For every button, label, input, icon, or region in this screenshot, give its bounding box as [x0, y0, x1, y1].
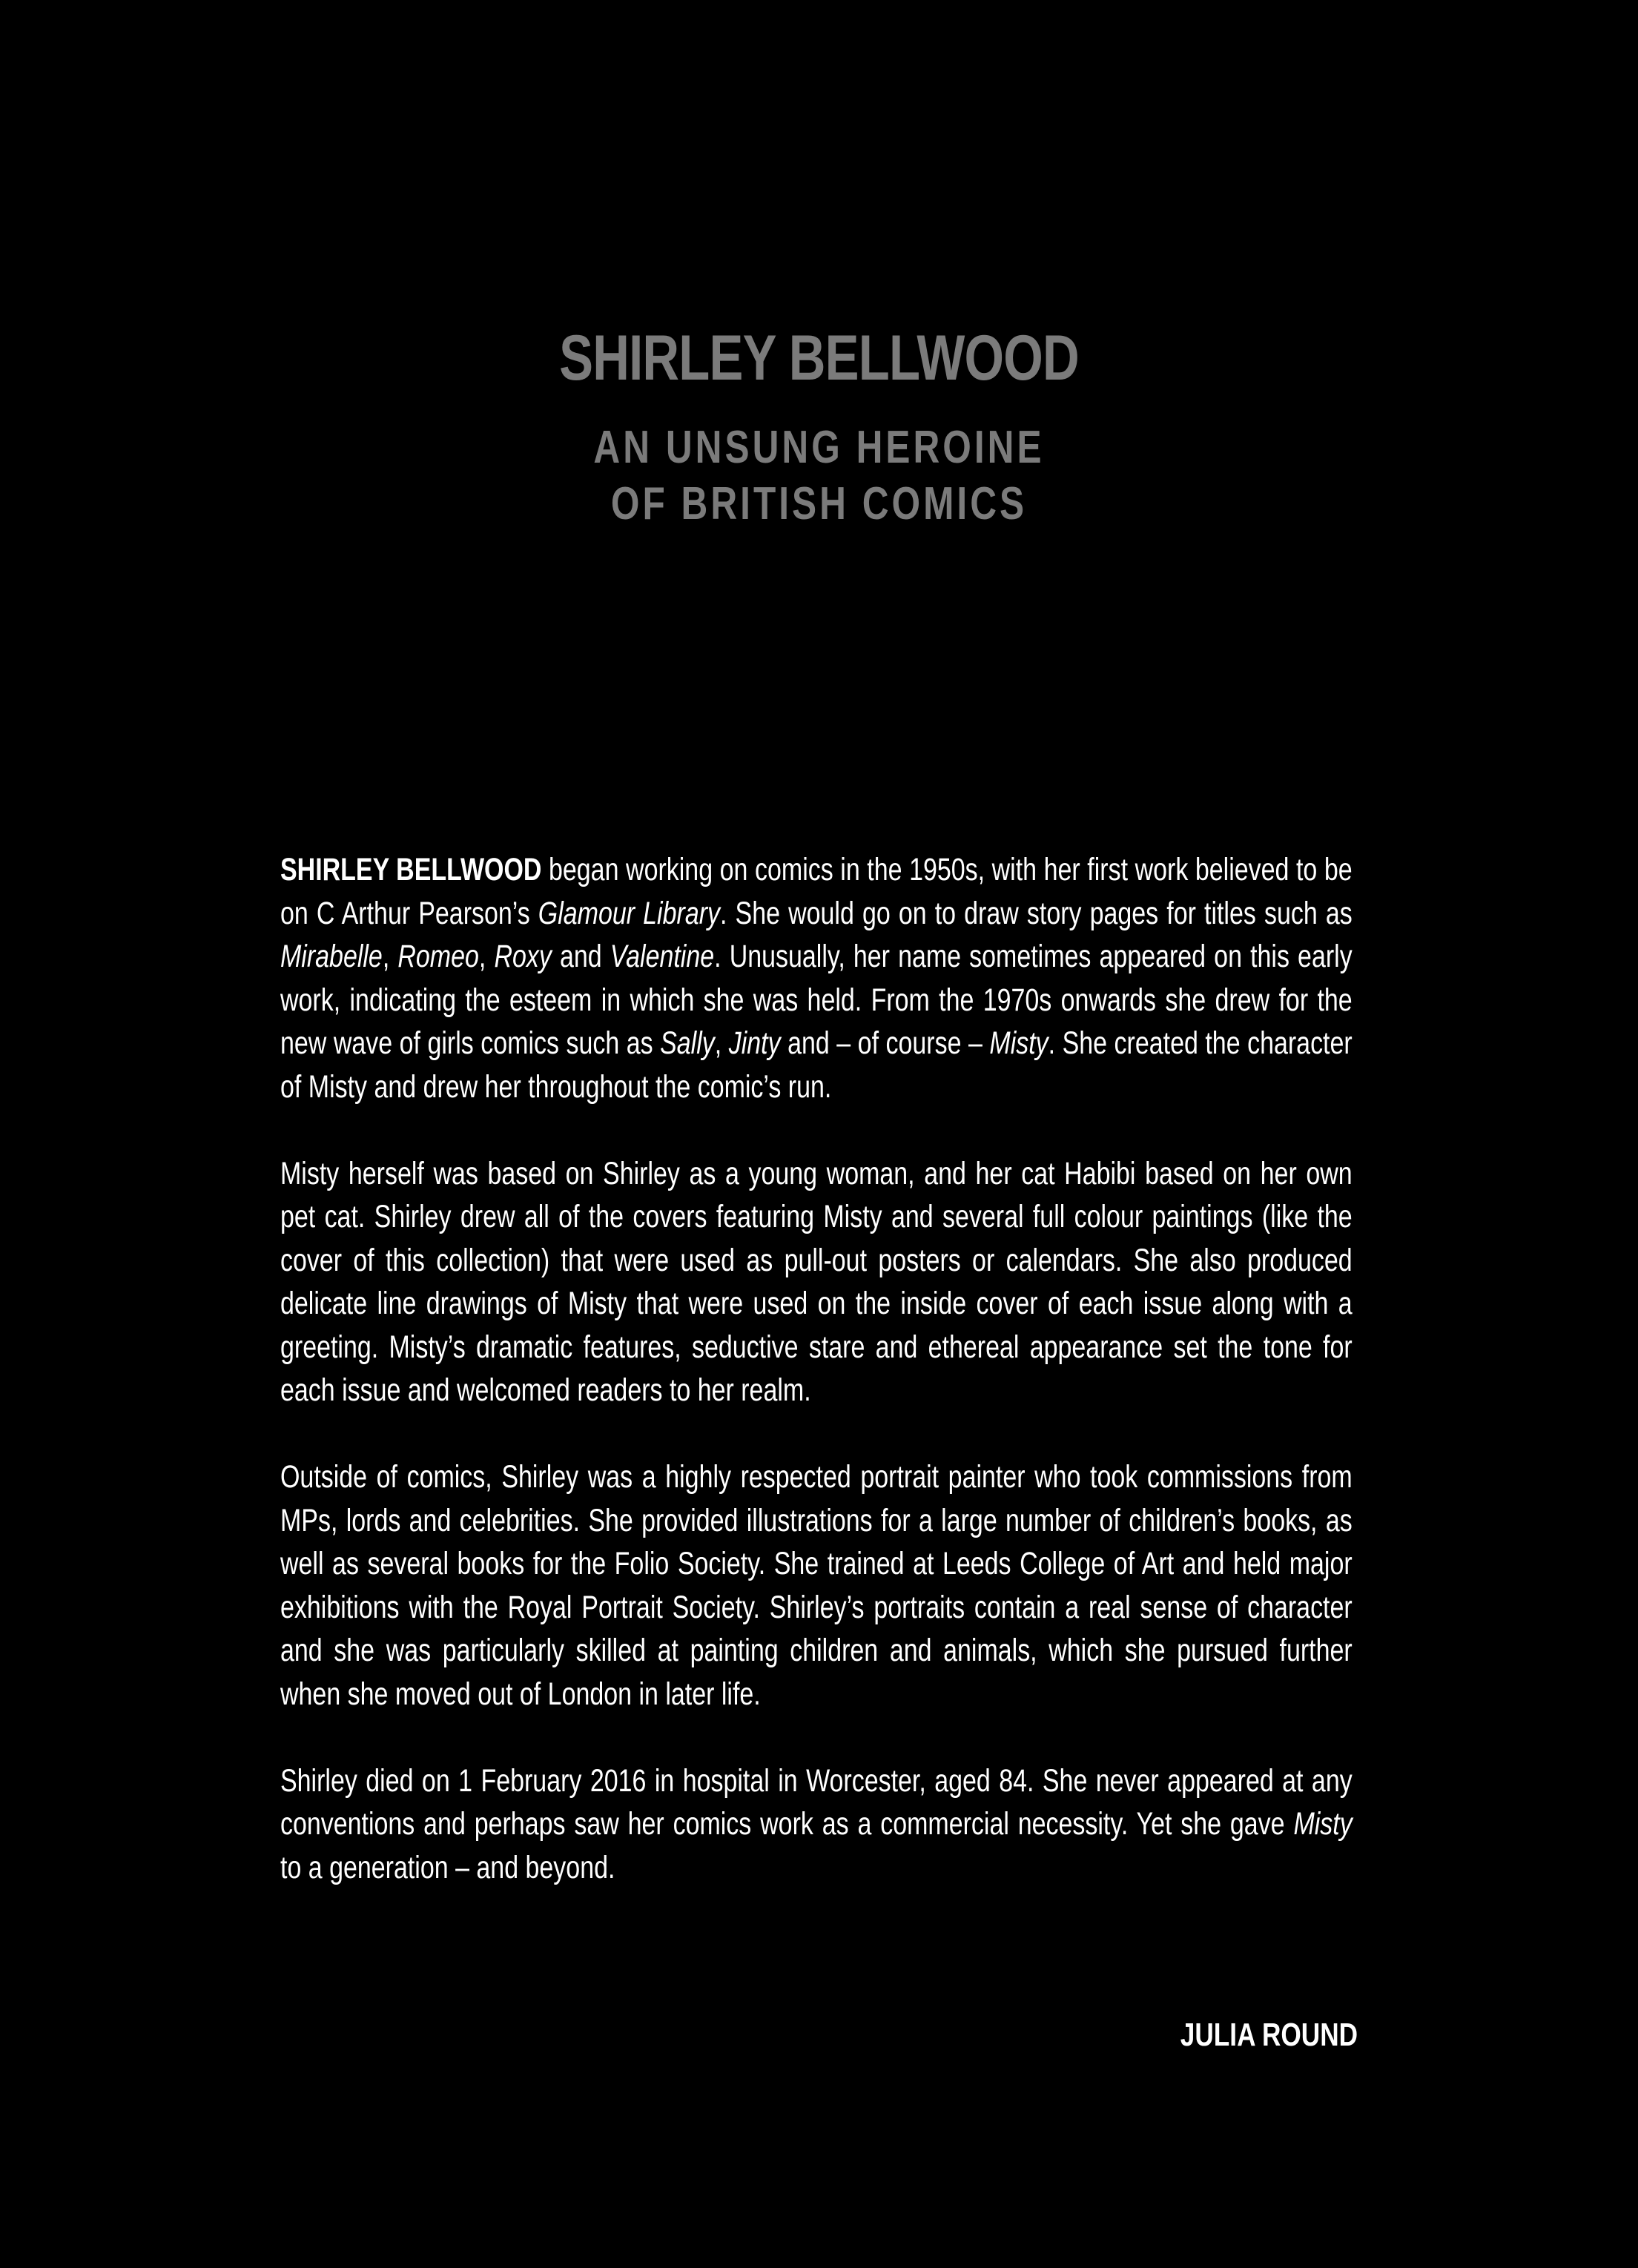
subtitle-line-2: OF BRITISH COMICS [610, 478, 1028, 529]
paragraph-text: to a generation – and beyond. [280, 1849, 615, 1885]
page-header [0, 323, 1638, 532]
page-subtitle [164, 420, 1474, 532]
paragraph-text: , [478, 939, 495, 974]
publication-title: Misty [989, 1025, 1048, 1061]
paragraph-4 [280, 1759, 1353, 1890]
paragraph-text: , [382, 939, 398, 974]
publication-title: Romeo [397, 939, 479, 974]
paragraph-text: . She created the character of Misty and drew her throughout the comic’s run. [280, 1025, 1353, 1105]
publication-title: Mirabelle [280, 939, 383, 974]
article-body [280, 848, 1353, 1933]
publication-title: Valentine [610, 939, 715, 974]
lead-name: SHIRLEY BELLWOOD [280, 852, 542, 887]
paragraph-text: and – of course – [780, 1025, 990, 1061]
page-title: SHIRLEY BELLWOOD [559, 323, 1079, 394]
publication-title: Jinty [728, 1025, 781, 1061]
publication-title: Glamour Library [538, 895, 721, 931]
paragraph-3: Outside of comics, Shirley was a highly respected portrait painter who took commissions from MPs, lords and celebrities. She provided illustrations for a large number of children’s books, as well as several books for the Folio Society. She trained at Leeds College of Art and held major exhibitions with the Royal Portrait Society. Shirley’s portraits contain a real sense of character and she was particularly skilled at painting children and animals, which she pursued further when she moved out of London in later life. [280, 1459, 1353, 1712]
author-byline: JULIA ROUND [1180, 2017, 1358, 2053]
publication-title: Misty [1293, 1806, 1353, 1842]
paragraph-text: , [714, 1025, 729, 1061]
publication-title: Roxy [494, 939, 552, 974]
publication-title: Sally [660, 1025, 715, 1061]
paragraph-text: . Unusually, her name sometimes appeared on this early work, indicating the esteem in which she was held. From the 1970s onwards she drew for the new wave of girls comics such as [280, 939, 1353, 1061]
paragraph-text: and [551, 939, 610, 974]
paragraph-text: Shirley died on 1 February 2016 in hospital in Worcester, aged 84. She never appeared at any conventions and perhaps saw her comics work as a commercial necessity. Yet she gave [280, 1762, 1353, 1842]
paragraph-1 [280, 848, 1353, 1108]
subtitle-line-1: AN UNSUNG HEROINE [593, 422, 1045, 473]
paragraph-text: began working on comics in the 1950s, with her first work believed to be on C Arthur Pearson’s [280, 852, 1353, 931]
paragraph-text: . She would go on to draw story pages for titles such as [720, 895, 1353, 931]
paragraph-2: Misty herself was based on Shirley as a young woman, and her cat Habibi based on her own pet cat. Shirley drew all of the covers featuring Misty and several full colour paintings (like the cover of this collection) that were used as pull-out posters or calendars. She also produced delicate line drawings of Misty that were used on the inside cover of each issue along with a greeting. Misty’s dramatic features, seductive stare and ethereal appearance set the tone for each issue and welcomed readers to her realm. [280, 1155, 1353, 1408]
